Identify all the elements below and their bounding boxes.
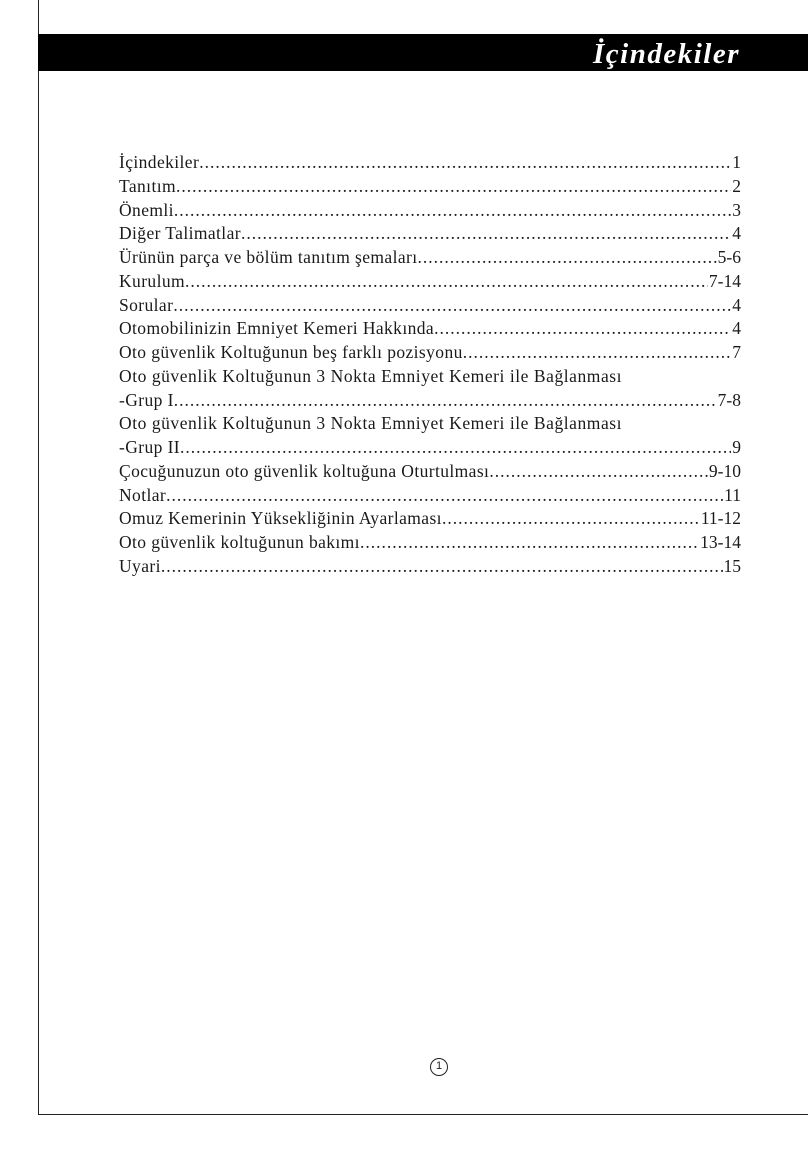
toc-dot-leader bbox=[241, 222, 731, 246]
toc-entry-label: Oto güvenlik koltuğunun bakımı bbox=[119, 532, 360, 552]
toc-dot-leader bbox=[360, 531, 699, 555]
toc-entry-label: Oto güvenlik Koltuğunun 3 Nokta Emniyet Kemeri ile Bağlanması bbox=[119, 365, 623, 386]
toc-entry[interactable] bbox=[119, 555, 741, 579]
toc-entry-page: 9-10 bbox=[708, 460, 741, 481]
toc-entry-page: 9 bbox=[732, 437, 741, 457]
toc-entry-label: Notlar bbox=[119, 484, 167, 505]
toc-entry-label: Oto güvenlik Koltuğunun 3 Nokta Emniyet Kemeri ile Bağlanması bbox=[119, 413, 623, 434]
toc-entry-page: 7-8 bbox=[717, 389, 741, 410]
toc-entry-page: 4 bbox=[732, 294, 741, 315]
toc-entry-page: 11 bbox=[724, 484, 741, 505]
toc-dot-leader bbox=[166, 484, 723, 508]
toc-entry-page: 15 bbox=[723, 555, 741, 576]
toc-entry[interactable] bbox=[119, 317, 741, 341]
toc-entry-page: 11-12 bbox=[700, 508, 741, 529]
toc-entry-page: 7 bbox=[732, 342, 741, 362]
toc-entry-label: İçindekiler bbox=[119, 152, 200, 172]
toc-dot-leader bbox=[176, 175, 731, 199]
toc-dot-leader bbox=[442, 507, 700, 531]
toc-entry[interactable] bbox=[119, 531, 741, 555]
toc-entry-page: 5-6 bbox=[717, 247, 741, 267]
toc-entry[interactable] bbox=[119, 199, 741, 223]
toc-dot-leader bbox=[489, 460, 708, 484]
toc-dot-leader bbox=[174, 389, 717, 413]
toc-dot-leader bbox=[161, 555, 723, 579]
toc-entry[interactable] bbox=[119, 436, 741, 460]
toc-entry-page: 4 bbox=[732, 318, 741, 339]
toc-entry-label: Omuz Kemerinin Yüksekliğinin Ayarlaması bbox=[119, 508, 442, 529]
toc-entry-label: Otomobilinizin Emniyet Kemeri Hakkında bbox=[119, 318, 435, 339]
toc-dot-leader bbox=[434, 317, 731, 341]
toc-entry-label: -Grup I bbox=[119, 389, 174, 410]
toc-entry-page: 7-14 bbox=[708, 270, 741, 291]
toc-entry-page: 1 bbox=[732, 152, 741, 172]
toc-entry-label: -Grup II bbox=[119, 437, 181, 457]
toc-entry[interactable] bbox=[119, 175, 741, 199]
toc-entry-label: Tanıtım bbox=[119, 175, 176, 196]
toc-entry-label: Oto güvenlik Koltuğunun beş farklı pozisyonu bbox=[119, 342, 463, 362]
toc-dot-leader bbox=[173, 294, 731, 318]
toc-entry[interactable] bbox=[119, 389, 741, 413]
toc-entry-label: Ürünün parça ve bölüm tanıtım şemaları bbox=[119, 247, 418, 267]
toc-entry-label: Kurulum bbox=[119, 270, 185, 291]
toc-entry[interactable] bbox=[119, 460, 741, 484]
toc-entry[interactable] bbox=[119, 341, 741, 365]
header-bar bbox=[38, 34, 808, 71]
toc-dot-leader bbox=[185, 270, 708, 294]
toc-entry[interactable] bbox=[119, 412, 741, 436]
toc-entry-page: 13-14 bbox=[700, 532, 741, 552]
toc-entry[interactable] bbox=[119, 484, 741, 508]
toc-dot-leader bbox=[180, 436, 731, 460]
toc-entry-label: Önemli bbox=[119, 199, 174, 220]
page-title: İçindekiler bbox=[593, 38, 740, 70]
toc-entry-label: Uyari bbox=[119, 555, 161, 576]
toc-entry[interactable] bbox=[119, 270, 741, 294]
toc-dot-leader bbox=[463, 341, 732, 365]
toc-entry-label: Diğer Talimatlar bbox=[119, 223, 241, 244]
toc-dot-leader bbox=[418, 246, 717, 270]
toc-entry[interactable] bbox=[119, 365, 741, 389]
toc-entry-page: 4 bbox=[732, 223, 741, 244]
toc-entry[interactable] bbox=[119, 246, 741, 270]
table-of-contents bbox=[119, 151, 741, 579]
toc-entry[interactable] bbox=[119, 151, 741, 175]
toc-entry-page: 3 bbox=[732, 199, 741, 220]
toc-dot-leader bbox=[174, 199, 731, 223]
toc-entry-label: Çocuğunuzun oto güvenlik koltuğuna Oturtulması bbox=[119, 460, 490, 481]
toc-entry-label: Sorular bbox=[119, 294, 174, 315]
page-number: 1 bbox=[430, 1058, 448, 1076]
toc-dot-leader bbox=[199, 151, 731, 175]
toc-entry-page: 2 bbox=[732, 175, 741, 196]
toc-entry[interactable] bbox=[119, 222, 741, 246]
toc-entry[interactable] bbox=[119, 294, 741, 318]
toc-entry[interactable] bbox=[119, 507, 741, 531]
